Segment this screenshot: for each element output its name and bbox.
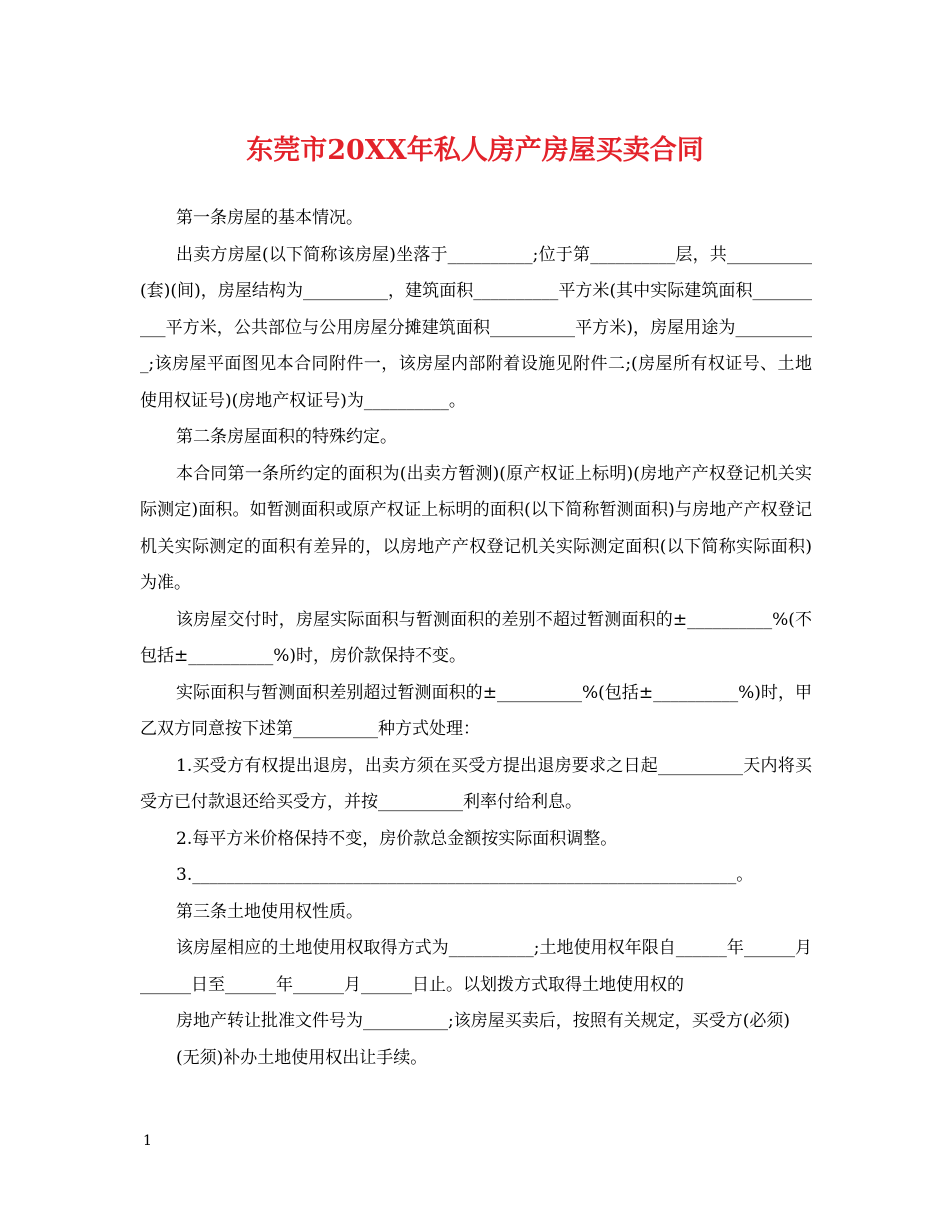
document-title: 东莞市20XX年私人房产房屋买卖合同 xyxy=(246,135,704,166)
land-use-right-clause: 该房屋相应的土地使用权取得方式为__________;土地使用权年限自______年______月______日至______年______月______日止。以划拨方式取得土地使用权的 xyxy=(140,938,812,995)
option-2-clause: 2.每平方米价格保持不变，房价款总金额按实际面积调整。 xyxy=(176,828,618,849)
option-1-clause: 1.买受方有权提出退房，出卖方须在买受方提出退房要求之日起__________天内将买受方已付款退还给买受方，并按__________利率付给利息。 xyxy=(140,755,812,812)
article-1-content: 出卖方房屋(以下简称该房屋)坐落于__________;位于第__________层，共__________(套)(间)，房屋结构为__________，建筑面积__________平方米(其中实际建筑面积__________平方米，公共部位与公用房屋分摊建筑面积__________平方米)，房屋用途为__________;该房屋平面图见本合同附件一，该房屋内部附着设施见附件二;(房屋所有权证号、土地使用权证号)(房地产权证号)为__________。 xyxy=(140,244,812,411)
article-2-heading: 第二条房屋面积的特殊约定。 xyxy=(176,427,397,447)
option-3-clause: 3.________________________________________________________________。 xyxy=(176,865,754,885)
area-excess-clause: 实际面积与暂测面积差别超过暂测面积的±__________%(包括±__________%)时，甲乙双方同意按下述第__________种方式处理： xyxy=(140,682,812,739)
transfer-approval-clause: 房地产转让批准文件号为__________;该房屋买卖后，按照有关规定，买受方(必须) xyxy=(176,1011,790,1031)
document-body xyxy=(140,200,812,1076)
article-2-content: 本合同第一条所约定的面积为(出卖方暂测)(原产权证上标明)(房地产产权登记机关实际测定)面积。如暂测面积或原产权证上标明的面积(以下简称暂测面积)与房地产产权登记机关实际测定的面积有差异的，以房地产产权登记机关实际测定面积(以下简称实际面积)为准。 xyxy=(140,463,812,593)
article-3-heading: 第三条土地使用权性质。 xyxy=(176,901,363,922)
page-number: 1 xyxy=(143,1133,152,1149)
article-1-heading: 第一条房屋的基本情况。 xyxy=(176,208,363,228)
area-tolerance-clause: 该房屋交付时，房屋实际面积与暂测面积的差别不超过暂测面积的±__________%(不包括±__________%)时，房价款保持不变。 xyxy=(140,609,812,666)
land-transfer-procedure-clause: (无须)补办土地使用权出让手续。 xyxy=(176,1047,428,1068)
